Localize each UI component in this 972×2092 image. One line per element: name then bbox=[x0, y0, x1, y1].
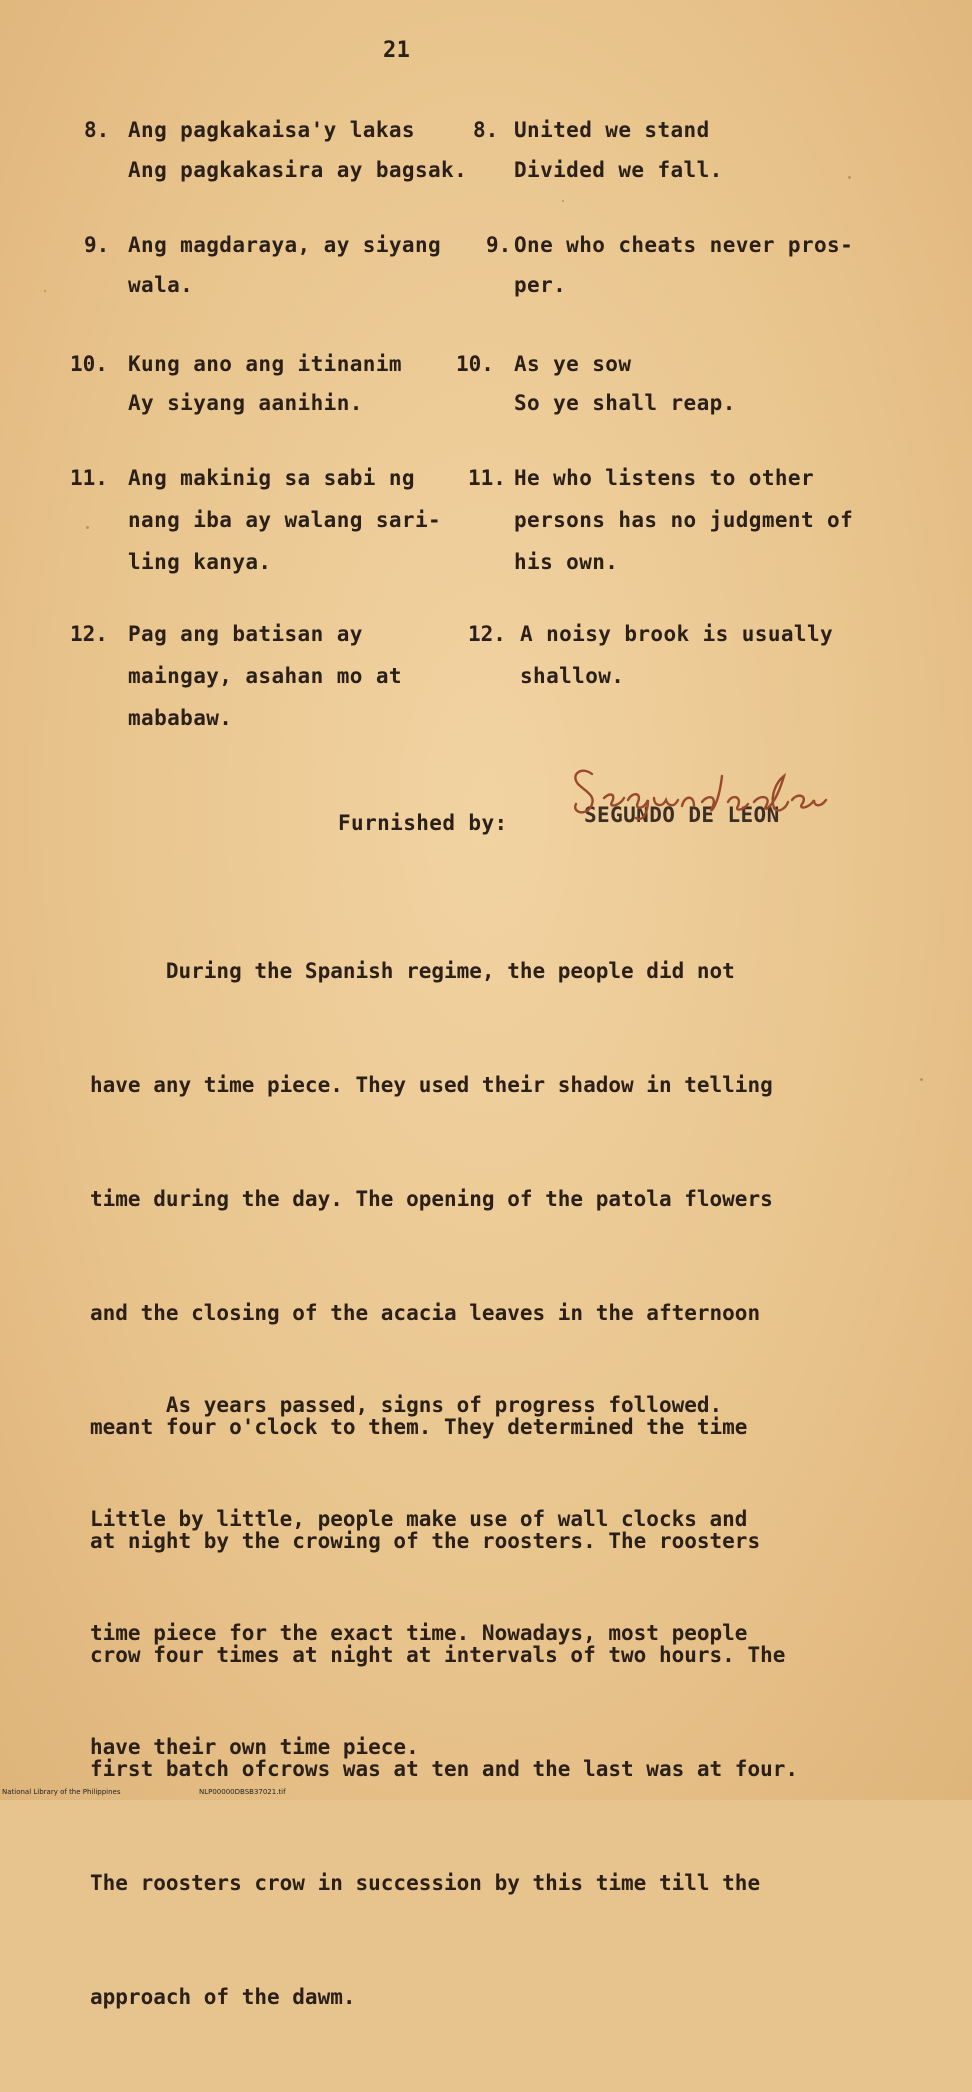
footer-library: National Library of the Philippines bbox=[2, 1788, 121, 1796]
page-number: 21 bbox=[383, 38, 411, 63]
tagalog-line: maingay, asahan mo at bbox=[128, 664, 402, 688]
paragraph-line: at night by the crowing of the roosters. The roosters bbox=[90, 1529, 761, 1553]
paragraph-line: crow four times at night at intervals of two hours. The bbox=[90, 1643, 786, 1667]
english-line: shallow. bbox=[520, 664, 625, 688]
tagalog-line: mababaw. bbox=[128, 706, 233, 730]
tagalog-line: Ang makinig sa sabi ng bbox=[128, 466, 415, 490]
paragraph-line: time during the day. The opening of the patola flowers bbox=[90, 1187, 773, 1211]
english-line: his own. bbox=[514, 550, 619, 574]
english-line: persons has no judgment of bbox=[514, 508, 854, 532]
tagalog-line: Pag ang batisan ay bbox=[128, 622, 363, 646]
paragraph-line: have any time piece. They used their shadow in telling bbox=[90, 1073, 773, 1097]
english-number: 9. bbox=[486, 233, 512, 257]
tagalog-number: 10. bbox=[70, 352, 108, 376]
english-line: per. bbox=[514, 273, 567, 297]
paper-speck bbox=[920, 1078, 923, 1081]
tagalog-line: nang iba ay walang sari- bbox=[128, 508, 442, 532]
english-line: He who listens to other bbox=[514, 466, 814, 490]
furnished-by-label: Furnished by: bbox=[338, 811, 508, 835]
paragraph-line: time piece for the exact time. Nowadays, most people bbox=[90, 1621, 748, 1645]
paper-speck bbox=[44, 290, 46, 292]
english-line: One who cheats never pros- bbox=[514, 233, 854, 257]
paragraph-line: have their own time piece. bbox=[90, 1735, 419, 1759]
tagalog-line: Ang pagkakasira ay bagsak. bbox=[128, 158, 468, 182]
paper-speck bbox=[562, 200, 564, 202]
tagalog-number: 11. bbox=[70, 466, 108, 490]
tagalog-number: 8. bbox=[84, 118, 110, 142]
paper-speck bbox=[848, 176, 851, 179]
paragraph-line: first batch ofcrows was at ten and the last was at four. bbox=[90, 1757, 799, 1781]
signature bbox=[562, 756, 832, 826]
paragraph-line: The roosters crow in succession by this time till the bbox=[90, 1871, 761, 1895]
english-number: 8. bbox=[473, 118, 499, 142]
paragraph-line: and the closing of the acacia leaves in the afternoon bbox=[90, 1301, 761, 1325]
footer-filename: NLP00000DBSB37021.tif bbox=[199, 1788, 286, 1796]
english-number: 11. bbox=[468, 466, 506, 490]
tagalog-number: 9. bbox=[84, 233, 110, 257]
tagalog-line: ling kanya. bbox=[128, 550, 272, 574]
tagalog-number: 12. bbox=[70, 622, 108, 646]
english-line: So ye shall reap. bbox=[514, 391, 736, 415]
english-line: Divided we fall. bbox=[514, 158, 723, 182]
english-number: 12. bbox=[468, 622, 506, 646]
paragraph-line: Little by little, people make use of wall clocks and bbox=[90, 1507, 748, 1531]
paragraph-progress bbox=[90, 1310, 910, 1842]
english-line: A noisy brook is usually bbox=[520, 622, 834, 646]
tagalog-line: Ay siyang aanihin. bbox=[128, 391, 363, 415]
furnished-by-name: SEGUNDO DE LEON bbox=[584, 803, 780, 827]
tagalog-line: Ang pagkakaisa'y lakas bbox=[128, 118, 415, 142]
english-line: United we stand bbox=[514, 118, 710, 142]
paragraph-line: As years passed, signs of progress followed. bbox=[90, 1393, 723, 1417]
paper-speck bbox=[86, 526, 89, 529]
tagalog-line: wala. bbox=[128, 273, 194, 297]
english-number: 10. bbox=[456, 352, 494, 376]
paragraph-line: approach of the dawm. bbox=[90, 1985, 356, 2009]
paragraph-line: During the Spanish regime, the people did not bbox=[90, 959, 735, 983]
english-line: As ye sow bbox=[514, 352, 632, 376]
tagalog-line: Ang magdaraya, ay siyang bbox=[128, 233, 442, 257]
tagalog-line: Kung ano ang itinanim bbox=[128, 352, 402, 376]
paragraph-line: meant four o'clock to them. They determined the time bbox=[90, 1415, 748, 1439]
